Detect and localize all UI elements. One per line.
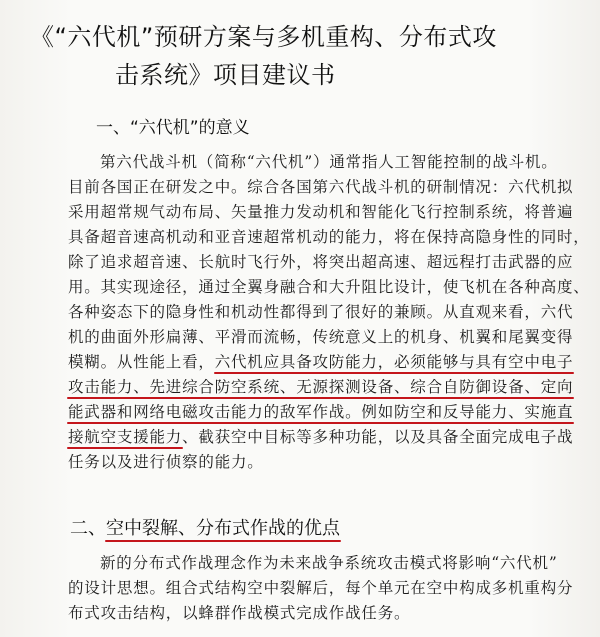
paragraph-line: 的设计思想。组合式结构空中裂解后，每个单元在空中构成多机重构分 — [68, 579, 574, 597]
red-underlined-text: 能武器和网络电磁攻击能力的敌军作战 — [68, 403, 346, 421]
section-2-number: 二、 — [70, 518, 106, 539]
title-line-1: 《“六代机”预研方案与多机重构、分布式攻 — [30, 23, 497, 51]
paragraph-line: 机的曲面外形扁薄、平滑而流畅，传统意义上的机身、机翼和尾翼变得 — [68, 328, 574, 346]
paragraph-line — [68, 375, 598, 400]
paragraph-line — [68, 350, 598, 375]
red-underlined-heading: 空中裂解、分布式作战的优点 — [106, 518, 340, 539]
paragraph-line: 各种姿态下的隐身性和机动性都得到了很好的兼顾。从直观来看，六代 — [68, 303, 574, 321]
document-title — [30, 18, 590, 94]
paragraph-line: 除了追求超音速、长航时飞行外，将突出超高速、超远程打击武器的应 — [68, 253, 574, 271]
paragraph-line: 布式攻击结构，以蜂群作战模式完成作战任务。 — [68, 604, 411, 622]
paragraph-line: 第六代战斗机（简称“六代机”）通常指人工智能控制的战斗机。 — [100, 153, 558, 171]
paragraph-line — [68, 425, 598, 450]
section-2-heading — [70, 516, 340, 542]
red-underlined-text: 。例如防空和反导能力、实施直 — [345, 403, 574, 421]
paragraph-line: 目前各国正在研发之中。综合各国第六代战斗机的研制情况：六代机拟 — [68, 178, 574, 196]
red-underlined-text: 攻击能力、先进综合防空系统、无源探测设备、综合自防御设备、定向 — [68, 378, 574, 396]
paragraph-line: 采用超常规气动布局、矢量推力发动机和智能化飞行控制系统，将普遍 — [68, 203, 574, 221]
red-underlined-text: 接航空支援能力 — [68, 428, 183, 446]
paragraph-text: 模糊。从性能上看， — [68, 353, 215, 371]
red-underlined-text: 六代机应具备攻防能力，必须能够与具有空中电子 — [214, 353, 574, 371]
section-1-heading: 一、“六代机”的意义 — [96, 118, 250, 138]
paragraph-text: 、截获空中目标等多种功能，以及具备全面完成电子战 — [182, 428, 574, 446]
section-2-paragraph — [68, 551, 598, 626]
paragraph-line: 新的分布式作战理念作为未来战争系统攻击模式将影响“六代机” — [100, 554, 558, 572]
paragraph-line: 具备超音速高机动和亚音速超常机动的能力，将在保持高隐身性的同时， — [68, 228, 590, 246]
paragraph-line: 任务以及进行侦察的能力。 — [68, 453, 264, 471]
paragraph-line — [68, 400, 598, 425]
title-line-2: 击系统》项目建议书 — [115, 61, 336, 89]
paragraph-line: 用。其实现途径，通过全翼身融合和大升阻比设计，使飞机在各种高度、 — [68, 278, 590, 296]
section-1-paragraph — [68, 150, 598, 475]
